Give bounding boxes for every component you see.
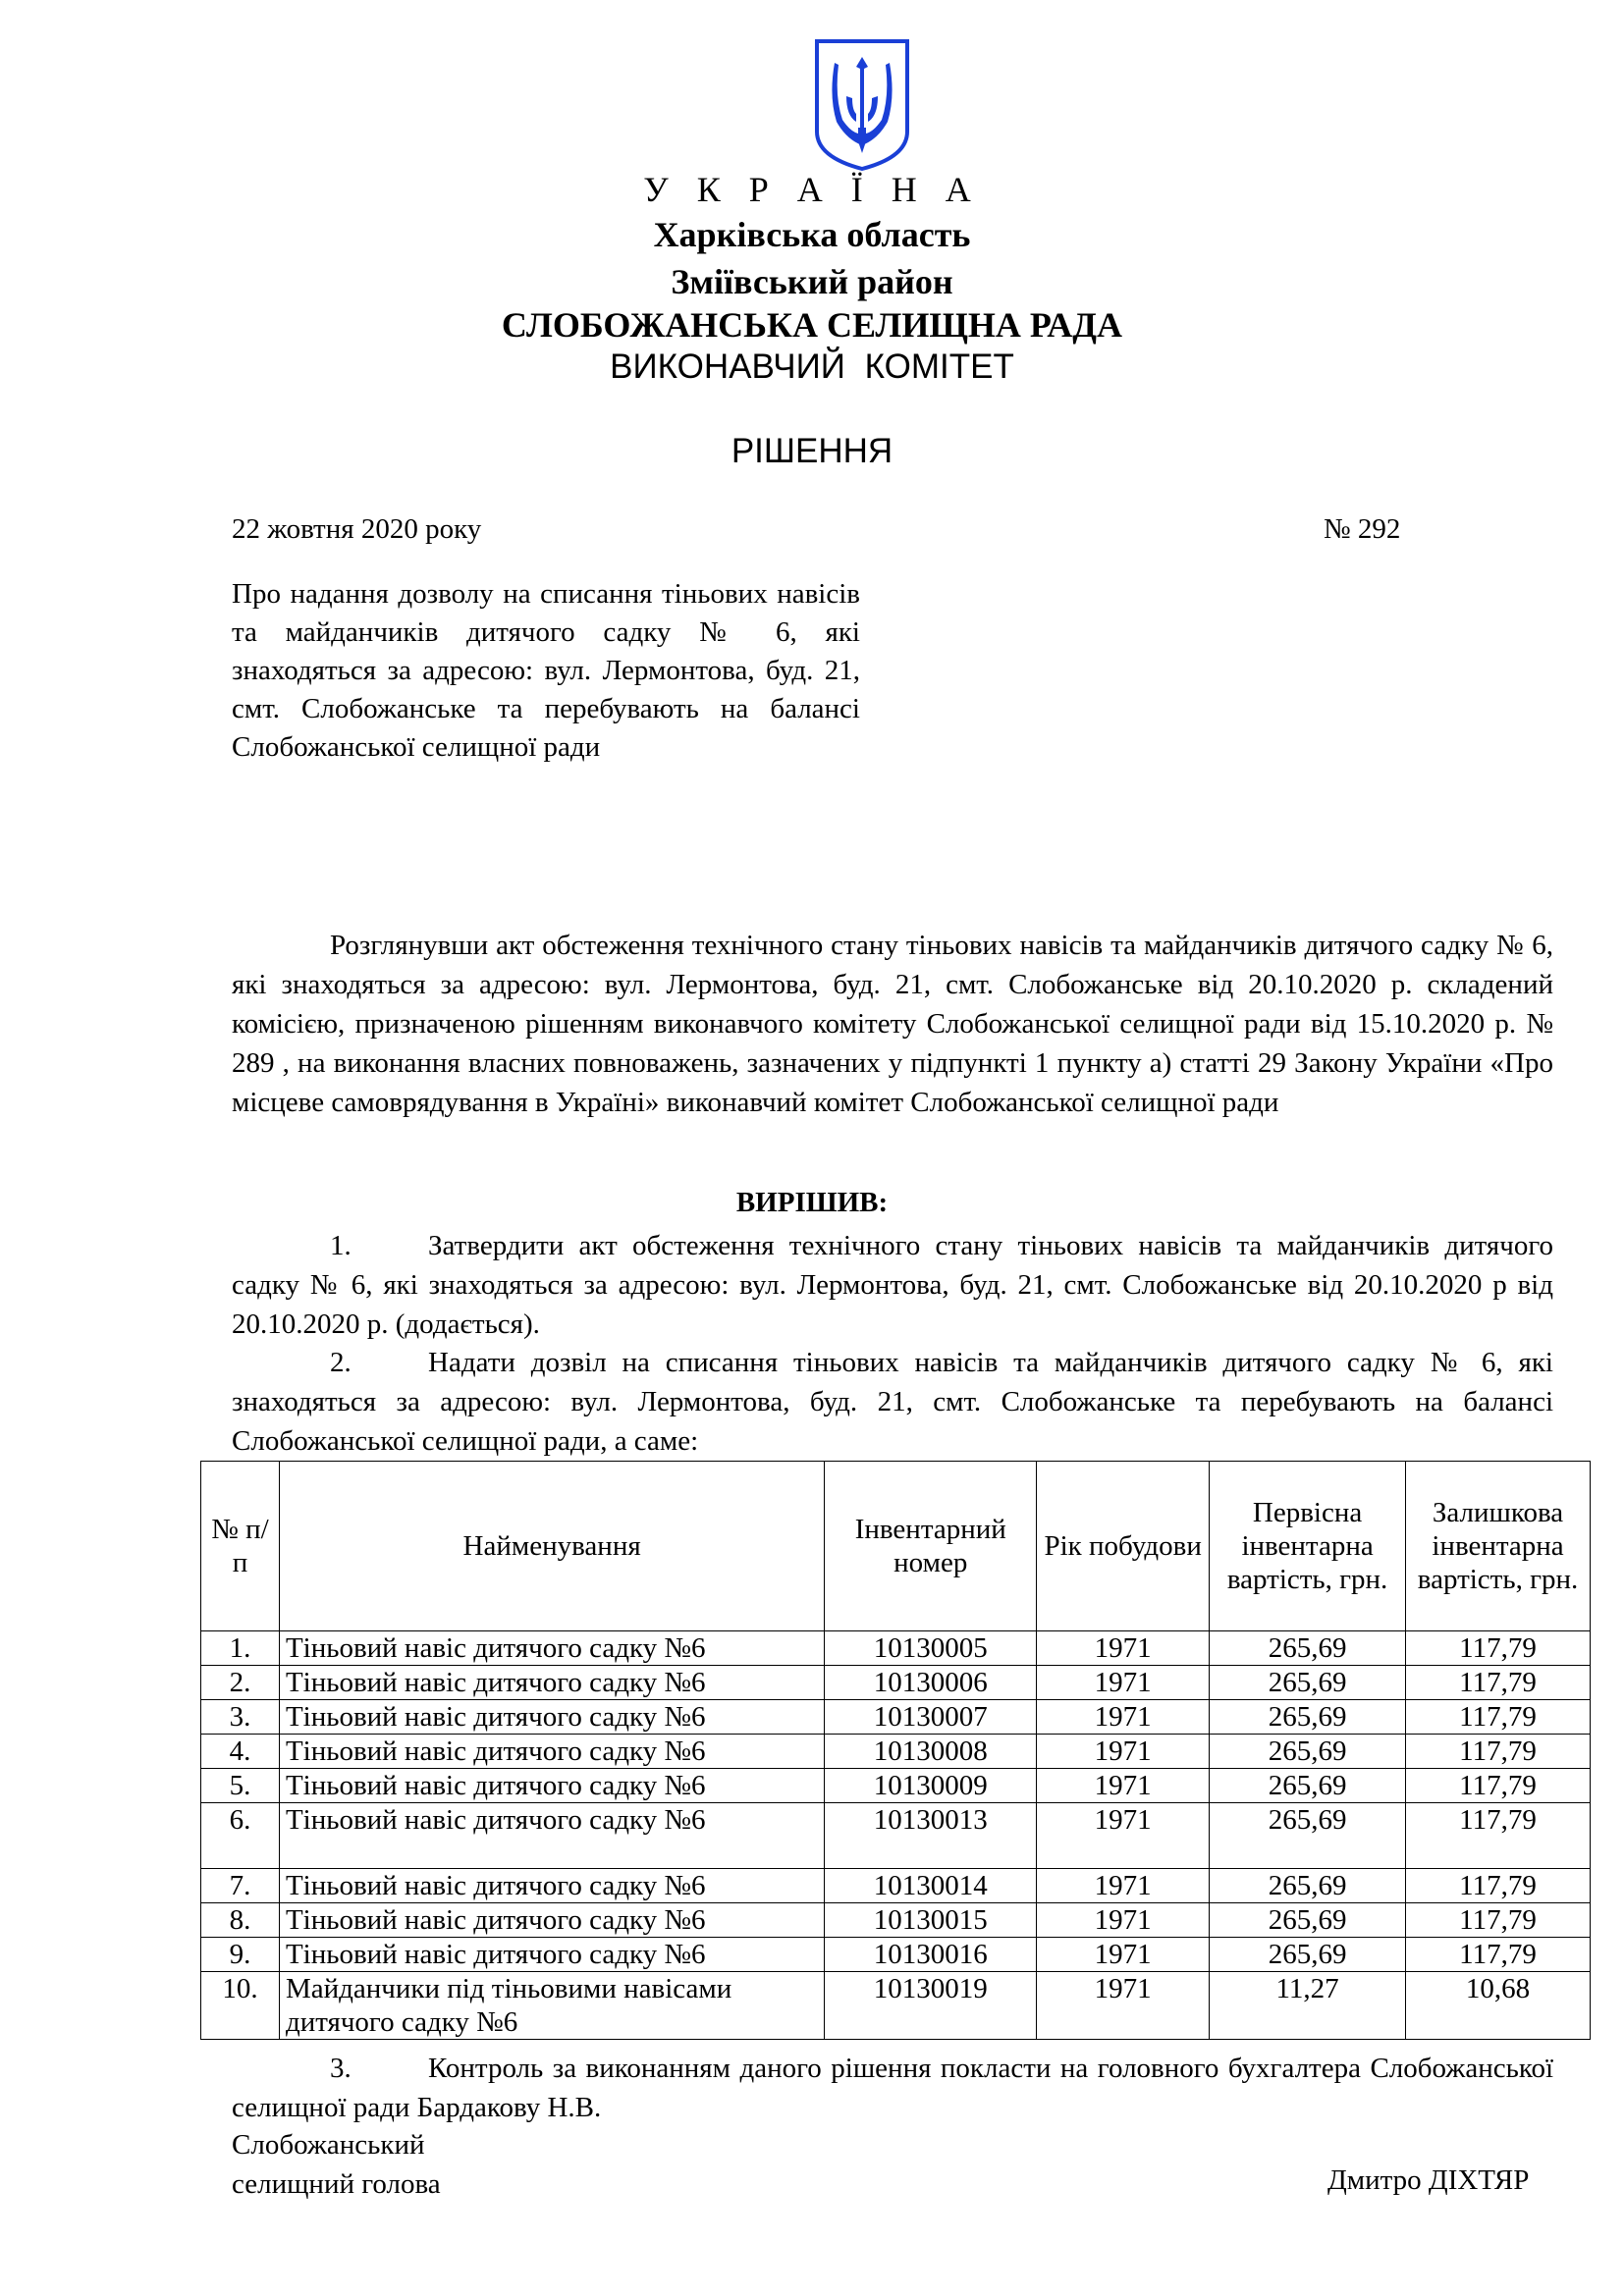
- row-inventory: 10130005: [825, 1631, 1037, 1666]
- row-residual-value: 117,79: [1406, 1631, 1591, 1666]
- trident-emblem-icon: [813, 37, 911, 173]
- row-name: Тіньовий навіс дитячого садку №6: [279, 1938, 824, 1972]
- table-row: [201, 1666, 1591, 1700]
- table-row: [201, 1769, 1591, 1803]
- row-initial-value: 265,69: [1210, 1869, 1406, 1903]
- header-name: Найменування: [279, 1462, 824, 1631]
- document-type-heading: РІШЕННЯ: [731, 432, 893, 470]
- table-row: [201, 1700, 1591, 1735]
- row-num: 9.: [201, 1938, 280, 1972]
- row-name: Тіньовий навіс дитячого садку №6: [279, 1903, 824, 1938]
- signatory-role-line-1: Слобожанський: [232, 2129, 425, 2161]
- row-year: 1971: [1037, 1735, 1210, 1769]
- row-name: Тіньовий навіс дитячого садку №6: [279, 1769, 824, 1803]
- row-residual-value: 117,79: [1406, 1869, 1591, 1903]
- decision-subject: Про надання дозволу на списання тіньових навісів та майданчиків дитячого садку № 6, які знаходяться за адресою: вул. Лермонтова, буд. 21, смт. Слобожанське та перебувають на балансі Слобожанської селищної ради: [232, 578, 860, 763]
- row-inventory: 10130016: [825, 1938, 1037, 1972]
- row-name: Майданчики під тіньовими навісами дитячого садку №6: [279, 1972, 824, 2040]
- row-inventory: 10130014: [825, 1869, 1037, 1903]
- row-year: 1971: [1037, 1803, 1210, 1869]
- table-row: [201, 1631, 1591, 1666]
- table-row: [201, 1938, 1591, 1972]
- decision-date: 22 жовтня 2020 року: [232, 513, 482, 545]
- row-name: Тіньовий навіс дитячого садку №6: [279, 1631, 824, 1666]
- row-name: Тіньовий навіс дитячого садку №6: [279, 1735, 824, 1769]
- row-name: Тіньовий навіс дитячого садку №6: [279, 1666, 824, 1700]
- rayon-heading: Зміївський район: [671, 262, 953, 301]
- item-text: Контроль за виконанням даного рішення покласти на головного бухгалтера Слобожанської селищної ради Бардакову Н.В.: [232, 2053, 1553, 2123]
- row-residual-value: 117,79: [1406, 1803, 1591, 1869]
- row-year: 1971: [1037, 1869, 1210, 1903]
- signatory-role: [232, 2125, 441, 2204]
- row-residual-value: 10,68: [1406, 1972, 1591, 2040]
- row-initial-value: 265,69: [1210, 1769, 1406, 1803]
- header-year: Рік побудови: [1037, 1462, 1210, 1631]
- resolution-item-2: [232, 1343, 1553, 1461]
- council-heading: СЛОБОЖАНСЬКА СЕЛИЩНА РАДА: [501, 305, 1123, 345]
- row-initial-value: 265,69: [1210, 1903, 1406, 1938]
- table-row: [201, 1803, 1591, 1869]
- row-inventory: 10130013: [825, 1803, 1037, 1869]
- row-num: 2.: [201, 1666, 280, 1700]
- item-number: 1.: [330, 1230, 352, 1261]
- executive-committee-heading: ВИКОНАВЧИЙ КОМІТЕТ: [610, 347, 1014, 386]
- row-year: 1971: [1037, 1631, 1210, 1666]
- row-name: Тіньовий навіс дитячого садку №6: [279, 1803, 824, 1869]
- table-row: [201, 1972, 1591, 2040]
- item-number: 2.: [330, 1347, 352, 1378]
- signatory-name: Дмитро ДІХТЯР: [1327, 2164, 1530, 2196]
- row-year: 1971: [1037, 1903, 1210, 1938]
- row-num: 10.: [201, 1972, 280, 2040]
- table-row: [201, 1735, 1591, 1769]
- row-initial-value: 265,69: [1210, 1700, 1406, 1735]
- row-inventory: 10130006: [825, 1666, 1037, 1700]
- oblast-heading: Харківська область: [653, 215, 971, 254]
- row-num: 5.: [201, 1769, 280, 1803]
- table-row: [201, 1903, 1591, 1938]
- row-num: 6.: [201, 1803, 280, 1869]
- item-text: Надати дозвіл на списання тіньових навісів та майданчиків дитячого садку № 6, які знаходяться за адресою: вул. Лермонтова, буд. 21, смт. Слобожанське та перебувають на балансі Слобожанської селищної ради, а саме:: [232, 1347, 1553, 1457]
- country-heading: У К Р А Ї Н А: [643, 170, 981, 209]
- row-initial-value: 265,69: [1210, 1631, 1406, 1666]
- row-year: 1971: [1037, 1938, 1210, 1972]
- row-year: 1971: [1037, 1769, 1210, 1803]
- row-name: Тіньовий навіс дитячого садку №6: [279, 1869, 824, 1903]
- row-year: 1971: [1037, 1666, 1210, 1700]
- row-inventory: 10130008: [825, 1735, 1037, 1769]
- preamble-paragraph: Розглянувши акт обстеження технічного стану тіньових навісів та майданчиків дитячого садку № 6, які знаходяться за адресою: вул. Лермонтова, буд. 21, смт. Слобожанське від 20.10.2020 р. складений комісією, призначеною рішенням виконавчого комітету Слобожанської селищної ради від 15.10.2020 р. № 289 , на виконання власних повноважень, зазначених у підпункті 1 пункту а) статті 29 Закону України «Про місцеве самоврядування в Україні» виконавчий комітет Слобожанської селищної ради: [232, 930, 1553, 1118]
- row-initial-value: 11,27: [1210, 1972, 1406, 2040]
- decision-number: № 292: [1324, 513, 1401, 545]
- table-row: [201, 1869, 1591, 1903]
- item-text: Затвердити акт обстеження технічного стану тіньових навісів та майданчиків дитячого садку № 6, які знаходяться за адресою: вул. Лермонтова, буд. 21, смт. Слобожанське від 20.10.2020 р від 20.10.2020 р. (додається).: [232, 1230, 1553, 1340]
- row-num: 3.: [201, 1700, 280, 1735]
- row-inventory: 10130015: [825, 1903, 1037, 1938]
- resolved-heading: ВИРІШИВ:: [735, 1187, 889, 1218]
- row-initial-value: 265,69: [1210, 1735, 1406, 1769]
- row-num: 8.: [201, 1903, 280, 1938]
- header-residual-value: Залишкова інвентарна вартість, грн.: [1406, 1462, 1591, 1631]
- row-residual-value: 117,79: [1406, 1769, 1591, 1803]
- table-header-row: [201, 1462, 1591, 1631]
- header-num: № п/п: [201, 1462, 280, 1631]
- row-name: Тіньовий навіс дитячого садку №6: [279, 1700, 824, 1735]
- row-year: 1971: [1037, 1972, 1210, 2040]
- row-initial-value: 265,69: [1210, 1666, 1406, 1700]
- row-residual-value: 117,79: [1406, 1666, 1591, 1700]
- resolution-item-3: [232, 2049, 1553, 2127]
- row-residual-value: 117,79: [1406, 1903, 1591, 1938]
- assets-table: [200, 1461, 1591, 2040]
- item-number: 3.: [330, 2053, 352, 2084]
- resolution-item-1: [232, 1226, 1553, 1344]
- signatory-role-line-2: селищний голова: [232, 2168, 441, 2200]
- row-residual-value: 117,79: [1406, 1938, 1591, 1972]
- header-inventory: Інвентарний номер: [825, 1462, 1037, 1631]
- row-inventory: 10130007: [825, 1700, 1037, 1735]
- row-year: 1971: [1037, 1700, 1210, 1735]
- row-num: 7.: [201, 1869, 280, 1903]
- header-initial-value: Первісна інвентарна вартість, грн.: [1210, 1462, 1406, 1631]
- row-num: 4.: [201, 1735, 280, 1769]
- row-inventory: 10130009: [825, 1769, 1037, 1803]
- row-num: 1.: [201, 1631, 280, 1666]
- row-initial-value: 265,69: [1210, 1938, 1406, 1972]
- row-inventory: 10130019: [825, 1972, 1037, 2040]
- row-residual-value: 117,79: [1406, 1700, 1591, 1735]
- row-residual-value: 117,79: [1406, 1735, 1591, 1769]
- row-initial-value: 265,69: [1210, 1803, 1406, 1869]
